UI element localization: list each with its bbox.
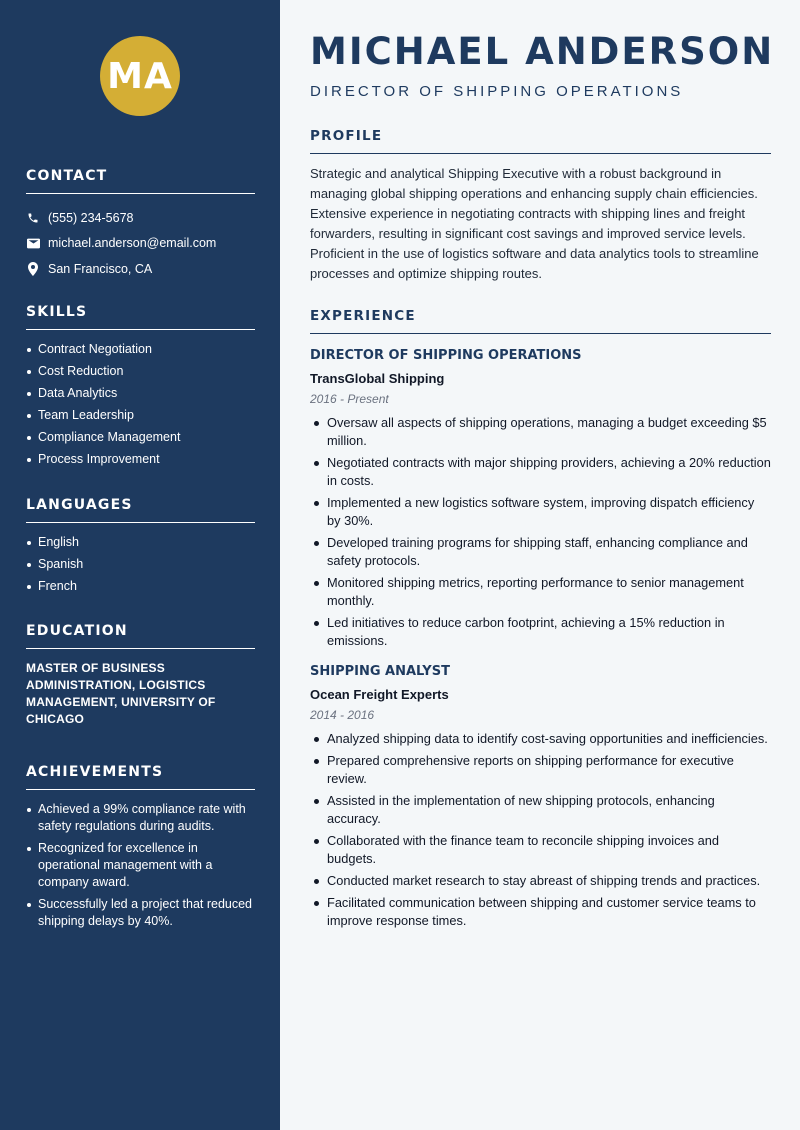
job-entry: [310, 664, 771, 930]
job-bullet: Collaborated with the finance team to reconcile shipping invoices and budgets.: [310, 832, 771, 868]
language-item: Spanish: [26, 556, 255, 573]
profile-section: [310, 128, 771, 284]
candidate-title: DIRECTOR OF SHIPPING OPERATIONS: [310, 83, 684, 100]
job-bullet: Conducted market research to stay abreast of shipping trends and practices.: [310, 872, 771, 890]
job-company: Ocean Freight Experts: [310, 687, 449, 702]
job-bullet: Implemented a new logistics software system, improving dispatch efficiency by 30%.: [310, 494, 771, 530]
achievements-section: [26, 764, 255, 935]
job-bullet: Negotiated contracts with major shipping providers, achieving a 20% reduction in costs.: [310, 454, 771, 490]
job-dates: 2014 - 2016: [310, 708, 375, 722]
achievement-item: Recognized for excellence in operational management with a company award.: [26, 840, 255, 891]
skill-item: Team Leadership: [26, 407, 255, 424]
location-pin-icon: [26, 262, 40, 276]
skill-item: Contract Negotiation: [26, 341, 255, 358]
job-bullet: Led initiatives to reduce carbon footprint, achieving a 15% reduction in emissions.: [310, 614, 771, 650]
job-bullet: Monitored shipping metrics, reporting performance to senior management monthly.: [310, 574, 771, 610]
phone-icon: [26, 211, 40, 225]
languages-section: [26, 497, 255, 600]
skills-heading: SKILLS: [26, 304, 255, 330]
language-item: English: [26, 534, 255, 551]
languages-list: [26, 534, 255, 595]
experience-section: [310, 308, 771, 934]
job-dates: 2016 - Present: [310, 392, 389, 406]
job-bullets: [310, 730, 771, 930]
candidate-name: MICHAEL ANDERSON: [310, 30, 775, 73]
profile-heading: PROFILE: [310, 128, 771, 154]
skills-list: [26, 341, 255, 468]
job-role: DIRECTOR OF SHIPPING OPERATIONS: [310, 348, 582, 363]
contact-email: [26, 231, 255, 257]
mail-icon: [26, 236, 40, 250]
achievements-list: [26, 801, 255, 930]
job-bullet: Analyzed shipping data to identify cost-saving opportunities and inefficiencies.: [310, 730, 771, 748]
language-item: French: [26, 578, 255, 595]
education-section: [26, 623, 255, 728]
job-bullet: Developed training programs for shipping staff, enhancing compliance and safety protocols.: [310, 534, 771, 570]
contact-section: [26, 168, 255, 282]
skills-section: [26, 304, 255, 473]
experience-heading: EXPERIENCE: [310, 308, 771, 334]
job-bullets: [310, 414, 771, 650]
achievement-item: Successfully led a project that reduced shipping delays by 40%.: [26, 896, 255, 930]
job-bullet: Prepared comprehensive reports on shipping performance for executive review.: [310, 752, 771, 788]
education-heading: EDUCATION: [26, 623, 255, 649]
contact-location: [26, 256, 255, 282]
location-text: San Francisco, CA: [48, 261, 153, 276]
contact-heading: CONTACT: [26, 168, 255, 194]
phone-text: (555) 234-5678: [48, 210, 134, 225]
email-text: michael.anderson@email.com: [48, 236, 217, 251]
job-bullet: Assisted in the implementation of new shipping protocols, enhancing accuracy.: [310, 792, 771, 828]
education-degree: MASTER OF BUSINESS ADMINISTRATION, LOGISTICS MANAGEMENT, UNIVERSITY OF CHICAGO: [26, 661, 216, 726]
job-company: TransGlobal Shipping: [310, 371, 445, 386]
skill-item: Compliance Management: [26, 429, 255, 446]
languages-heading: LANGUAGES: [26, 497, 255, 523]
avatar: MA: [100, 36, 180, 116]
sidebar: [0, 0, 280, 1130]
job-entry: [310, 348, 771, 650]
skill-item: Data Analytics: [26, 385, 255, 402]
skill-item: Process Improvement: [26, 451, 255, 468]
contact-phone: [26, 205, 255, 231]
job-bullet: Facilitated communication between shipping and customer service teams to improve response times.: [310, 894, 771, 930]
skill-item: Cost Reduction: [26, 363, 255, 380]
profile-text: Strategic and analytical Shipping Executive with a robust background in managing global shipping operations and enhancing supply chain efficiencies. Extensive experience in negotiating contracts with shipping lines and freight forwarders, resulting in significant cost savings and improved service levels. Proficient in the use of logistics software and data analytics tools to streamline processes and optimize shipping routes.: [310, 166, 759, 281]
achievements-heading: ACHIEVEMENTS: [26, 764, 255, 790]
achievement-item: Achieved a 99% compliance rate with safety regulations during audits.: [26, 801, 255, 835]
job-role: SHIPPING ANALYST: [310, 664, 450, 679]
job-bullet: Oversaw all aspects of shipping operations, managing a budget exceeding $5 million.: [310, 414, 771, 450]
